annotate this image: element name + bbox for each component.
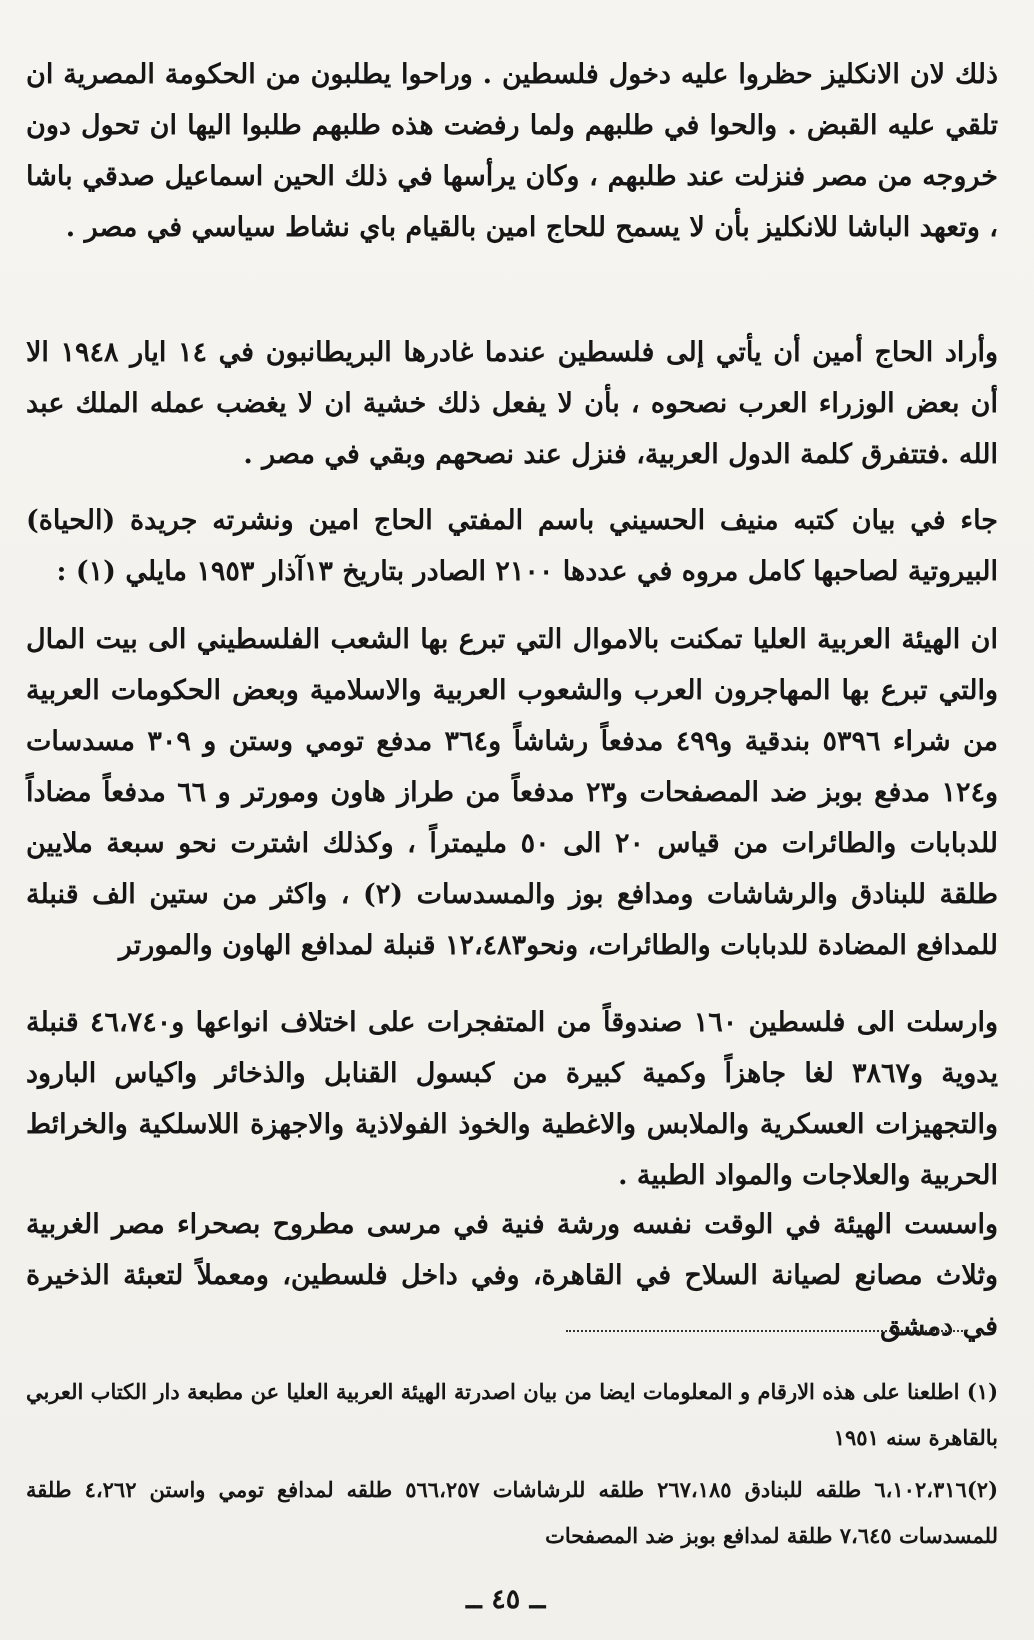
footnote-2: (٢)٦،١٠٢،٣١٦ طلقه للبنادق ٢٦٧،١٨٥ طلقه للرشاشات ٥٦٦،٢٥٧ طلقه لمدافع تومي واستن ٤،٢٦٢ طلقة للمسدسات ٧،٦٤٥ طلقة لمدافع بوبز ضد المصفحات (26, 1477, 998, 1548)
paragraph-1: ذلك لان الانكليز حظروا عليه دخول فلسطين . وراحوا يطلبون من الحكومة المصرية ان تلقي عليه القبض . والحوا في طلبهم ولما رفضت هذه طلبهم طلبوا اليها ان تحول دون خروجه من مصر فنزلت عند طلبهم ، وكان يرأسها في ذلك الحين اسماعيل صدقي باشا ، وتعهد الباشا للانكليز بأن لا يسمح للحاج امين بالقيام باي نشاط سياسي في مصر . (26, 59, 998, 243)
paragraph-4: ان الهيئة العربية العليا تمكنت بالاموال التي تبرع بها الشعب الفلسطيني الى بيت المال والتي تبرع بها المهاجرون العرب والشعوب العربية والاسلامية وبعض الحكومات العربية من شراء ٥٣٩٦ بندقية و٤٩٩ مدفعاً رشاشاً و٣٦٤ مدفع تومي وستن و ٣٠٩ مسدسات و١٢٤ مدفع بوبز ضد المصفحات و٢٣ مدفعاً من طراز هاون ومورتر و ٦٦ مدفعاً مضاداً للدبابات والطائرات من قياس ٢٠ الى ٥٠ مليمتراً ، وكذلك اشترت نحو سبعة ملايين طلقة للبنادق والرشاشات ومدافع بوز والمسدسات (٢) ، واكثر من ستين الف قنبلة للمدافع المضادة للدبابات والطائرات، ونحو١٢،٤٨٣ قنبلة لمدافع الهاون والمورتر (26, 624, 998, 961)
paragraph-5: وارسلت الى فلسطين ١٦٠ صندوقاً من المتفجرات على اختلاف انواعها و٤٦،٧٤٠ قنبلة يدوية و٣٨٦٧ لغا جاهزاً وكمية كبيرة من كبسول القنابل والذخائر واكياس البارود والتجهيزات العسكرية والملابس والاغطية والخوذ الفولاذية والاجهزة اللاسلكية والخرائط الحربية والعلاجات والمواد الطبية . (26, 1007, 998, 1191)
paragraph-2: وأراد الحاج أمين أن يأتي إلى فلسطين عندما غادرها البريطانبون في ١٤ ايار ١٩٤٨ الا أن بعض الوزراء العرب نصحوه ، بأن لا يفعل ذلك خشية ان لا يغضب عمله الملك عبد الله .فتتفرق كلمة الدول العربية، فنزل عند نصحهم وبقي في مصر . (26, 337, 998, 470)
paragraph-6: واسست الهيئة في الوقت نفسه ورشة فنية في مرسى مطروح بصحراء مصر الغربية وثلاث مصانع لصيانة السلاح في القاهرة، وفي داخل فلسطين، ومعملاً لتعبئة الذخيرة في دمشق (26, 1209, 998, 1342)
footnote-1: (١) اطلعنا على هذه الارقام و المعلومات ايضا من بيان اصدرتة الهيئة العربية العليا عن مطبعة دار الكتاب العربي بالقاهرة سنه ١٩٥١ (26, 1379, 998, 1450)
page-number: ــ ٤٥ ــ (466, 1584, 546, 1615)
paragraph-3: جاء في بيان كتبه منيف الحسيني باسم المفتي الحاج امين ونشرته جريدة (الحياة) البيروتية لصاحبها كامل مروه في عددها ٢١٠٠ الصادر بتاريخ ١٣آذار ١٩٥٣ مايلي (١) : (26, 505, 998, 587)
footnote-divider (566, 1330, 966, 1332)
